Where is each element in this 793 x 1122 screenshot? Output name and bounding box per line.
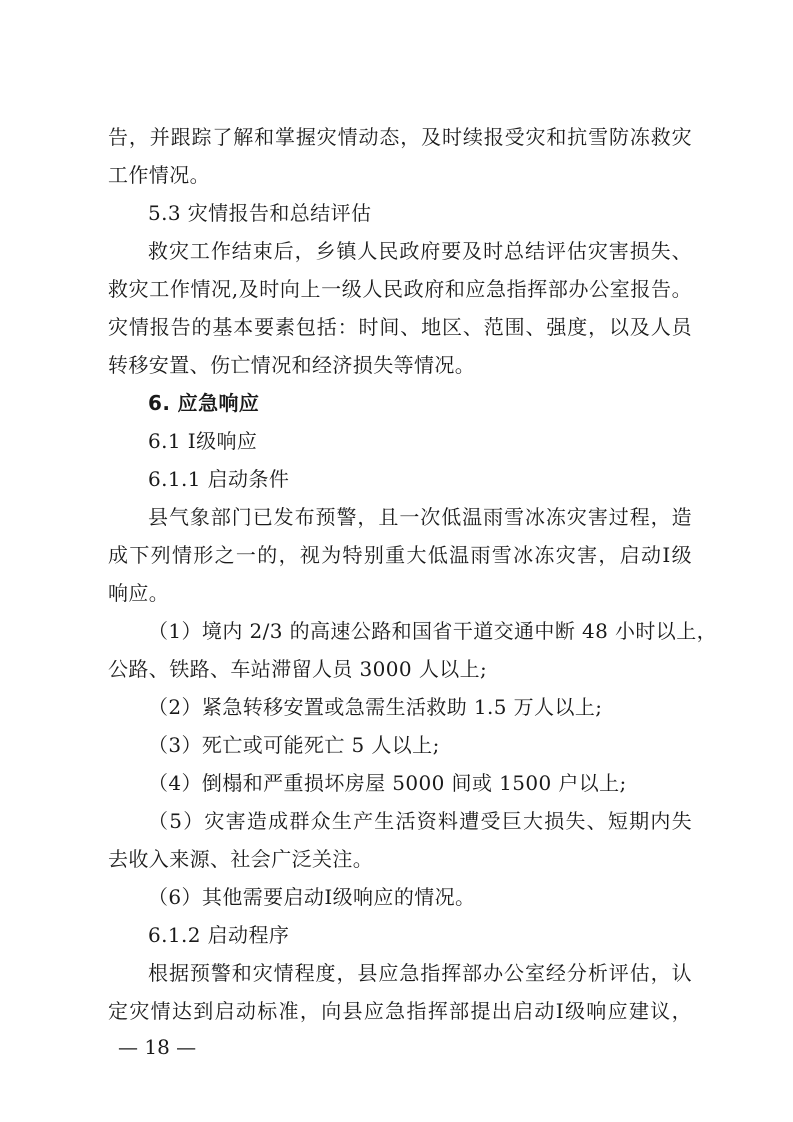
list-item-line: （1）境内 2/3 的高速公路和国省干道交通中断 48 小时以上， (148, 619, 717, 643)
list-item-line: （5）灾害造成群众生产生活资料遭受巨大损失、短期内失 (148, 809, 692, 833)
document-body (108, 118, 717, 1030)
paragraph-line: 定灾情达到启动标准，向县应急指挥部提出启动Ⅰ级响应建议， (108, 999, 692, 1023)
list-item-line: （2）紧急转移安置或急需生活救助 1.5 万人以上; (148, 695, 603, 719)
section-heading: 5.3 灾情报告和总结评估 (148, 201, 372, 225)
paragraph-line: 告，并跟踪了解和掌握灾情动态，及时续报受灾和抗雪防冻救灾 (108, 125, 692, 149)
paragraph-line: 成下列情形之一的，视为特别重大低温雨雪冰冻灾害，启动Ⅰ级 (108, 543, 692, 567)
list-item-line: （4）倒榻和严重损坏房屋 5000 间或 1500 户以上; (148, 771, 627, 795)
paragraph-line: 根据预警和灾情程度，县应急指挥部办公室经分析评估，认 (148, 961, 692, 985)
paragraph-line: 工作情况。 (108, 163, 210, 187)
paragraph-line: 灾情报告的基本要素包括：时间、地区、范围、强度，以及人员 (108, 315, 692, 339)
paragraph-line: 救灾工作结束后，乡镇人民政府要及时总结评估灾害损失、 (148, 239, 692, 263)
paragraph-line: 县气象部门已发布预警，且一次低温雨雪冰冻灾害过程，造 (148, 505, 692, 529)
section-heading: 6.1 Ⅰ级响应 (148, 429, 258, 453)
list-item-line: 去收入来源、社会广泛关注。 (108, 847, 374, 871)
list-item-line: （3）死亡或可能死亡 5 人以上; (148, 733, 440, 757)
paragraph-line: 响应。 (108, 581, 170, 605)
page-number: — 18 — (118, 1035, 197, 1059)
list-item-line: 公路、铁路、车站滞留人员 3000 人以上; (108, 657, 488, 681)
chapter-heading: 6. 应急响应 (148, 391, 260, 415)
paragraph-line: 转移安置、伤亡情况和经济损失等情况。 (108, 353, 476, 377)
paragraph-line: 救灾工作情况,及时向上一级人民政府和应急指挥部办公室报告。 (108, 277, 692, 301)
subsection-heading: 6.1.1 启动条件 (148, 467, 290, 491)
subsection-heading: 6.1.2 启动程序 (148, 923, 290, 947)
list-item-line: （6）其他需要启动Ⅰ级响应的情况。 (148, 885, 476, 909)
